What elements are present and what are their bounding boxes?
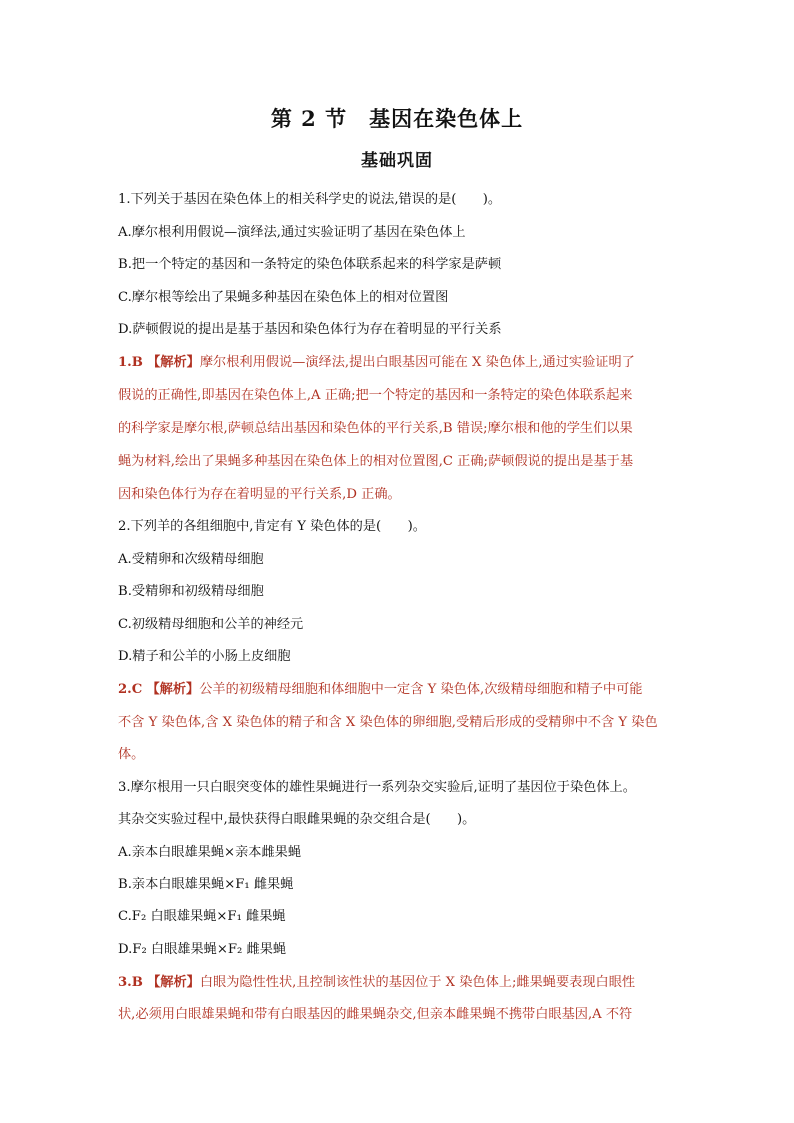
answer-1-text: 的科学家是摩尔根,萨顿总结出基因和染色体的平行关系,B 错误;摩尔根和他的学生们以果 <box>118 421 633 436</box>
question-1-option-d: D.萨顿假说的提出是基于基因和染色体行为存在着明显的平行关系 <box>118 322 502 337</box>
answer-1-tag: 【解析】 <box>147 355 200 370</box>
question-1-option-a: A.摩尔根利用假说—演绎法,通过实验证明了基因在染色体上 <box>118 225 466 240</box>
answer-3-tag: 【解析】 <box>147 975 200 990</box>
question-3-stem: 3.摩尔根用一只白眼突变体的雄性果蝇进行一系列杂交实验后,证明了基因位于染色体上。 <box>118 780 636 795</box>
page-title: 第 2 节 基因在染色体上 <box>270 106 524 131</box>
answer-1-text: 蝇为材料,绘出了果蝇多种基因在染色体上的相对位置图,C 正确;萨顿假说的提出是基于基 <box>118 454 634 469</box>
question-3-option-a: A.亲本白眼雄果蝇×亲本雌果蝇 <box>118 845 302 860</box>
question-1-option-b: B.把一个特定的基因和一条特定的染色体联系起来的科学家是萨顿 <box>118 257 502 272</box>
answer-1-text: 假说的正确性,即基因在染色体上,A 正确;把一个特定的基因和一条特定的染色体联系起来 <box>118 388 633 403</box>
question-2-option-b: B.受精卵和初级精母细胞 <box>118 584 264 599</box>
question-3-option-b: B.亲本白眼雄果蝇×F₁ 雌果蝇 <box>118 877 294 892</box>
question-2-option-a: A.受精卵和次级精母细胞 <box>118 552 264 567</box>
answer-2-text: 不含 Y 染色体,含 X 染色体的精子和含 X 染色体的卵细胞,受精后形成的受精卵中不含 Y 染色 <box>118 715 658 730</box>
answer-2-text: 体。 <box>118 747 145 762</box>
question-3-option-d: D.F₂ 白眼雄果蝇×F₂ 雌果蝇 <box>118 942 287 957</box>
question-3-option-c: C.F₂ 白眼雄果蝇×F₁ 雌果蝇 <box>118 909 286 924</box>
answer-1-text: 因和染色体行为存在着明显的平行关系,D 正确。 <box>118 487 401 502</box>
answer-1-line <box>118 354 688 372</box>
question-1-stem: 1.下列关于基因在染色体上的相关科学史的说法,错误的是( )。 <box>118 192 502 207</box>
answer-3-text: 状,必须用白眼雄果蝇和带有白眼基因的雌果蝇杂交,但亲本雌果蝇不携带白眼基因,A 不符 <box>118 1007 633 1022</box>
answer-3-text: 白眼为隐性性状,且控制该性状的基因位于 X 染色体上;雌果蝇要表现白眼性 <box>199 975 636 990</box>
question-3-stem: 其杂交实验过程中,最快获得白眼雌果蝇的杂交组合是( )。 <box>118 812 476 827</box>
question-2-stem: 2.下列羊的各组细胞中,肯定有 Y 染色体的是( )。 <box>118 519 426 534</box>
answer-3-label: 3.B <box>118 975 143 990</box>
answer-2-line <box>118 681 688 699</box>
question-1-option-c: C.摩尔根等绘出了果蝇多种基因在染色体上的相对位置图 <box>118 290 449 305</box>
answer-2-text: 公羊的初级精母细胞和体细胞中一定含 Y 染色体,次级精母细胞和精子中可能 <box>199 682 643 697</box>
answer-3-line <box>118 974 688 992</box>
answer-2-label: 2.C <box>118 682 143 697</box>
answer-1-text: 摩尔根利用假说—演绎法,提出白眼基因可能在 X 染色体上,通过实验证明了 <box>199 355 635 370</box>
section-heading: 基础巩固 <box>361 151 433 171</box>
question-2-option-d: D.精子和公羊的小肠上皮细胞 <box>118 649 291 664</box>
answer-2-tag: 【解析】 <box>146 682 200 697</box>
answer-1-label: 1.B <box>118 355 143 370</box>
question-2-option-c: C.初级精母细胞和公羊的神经元 <box>118 617 304 632</box>
